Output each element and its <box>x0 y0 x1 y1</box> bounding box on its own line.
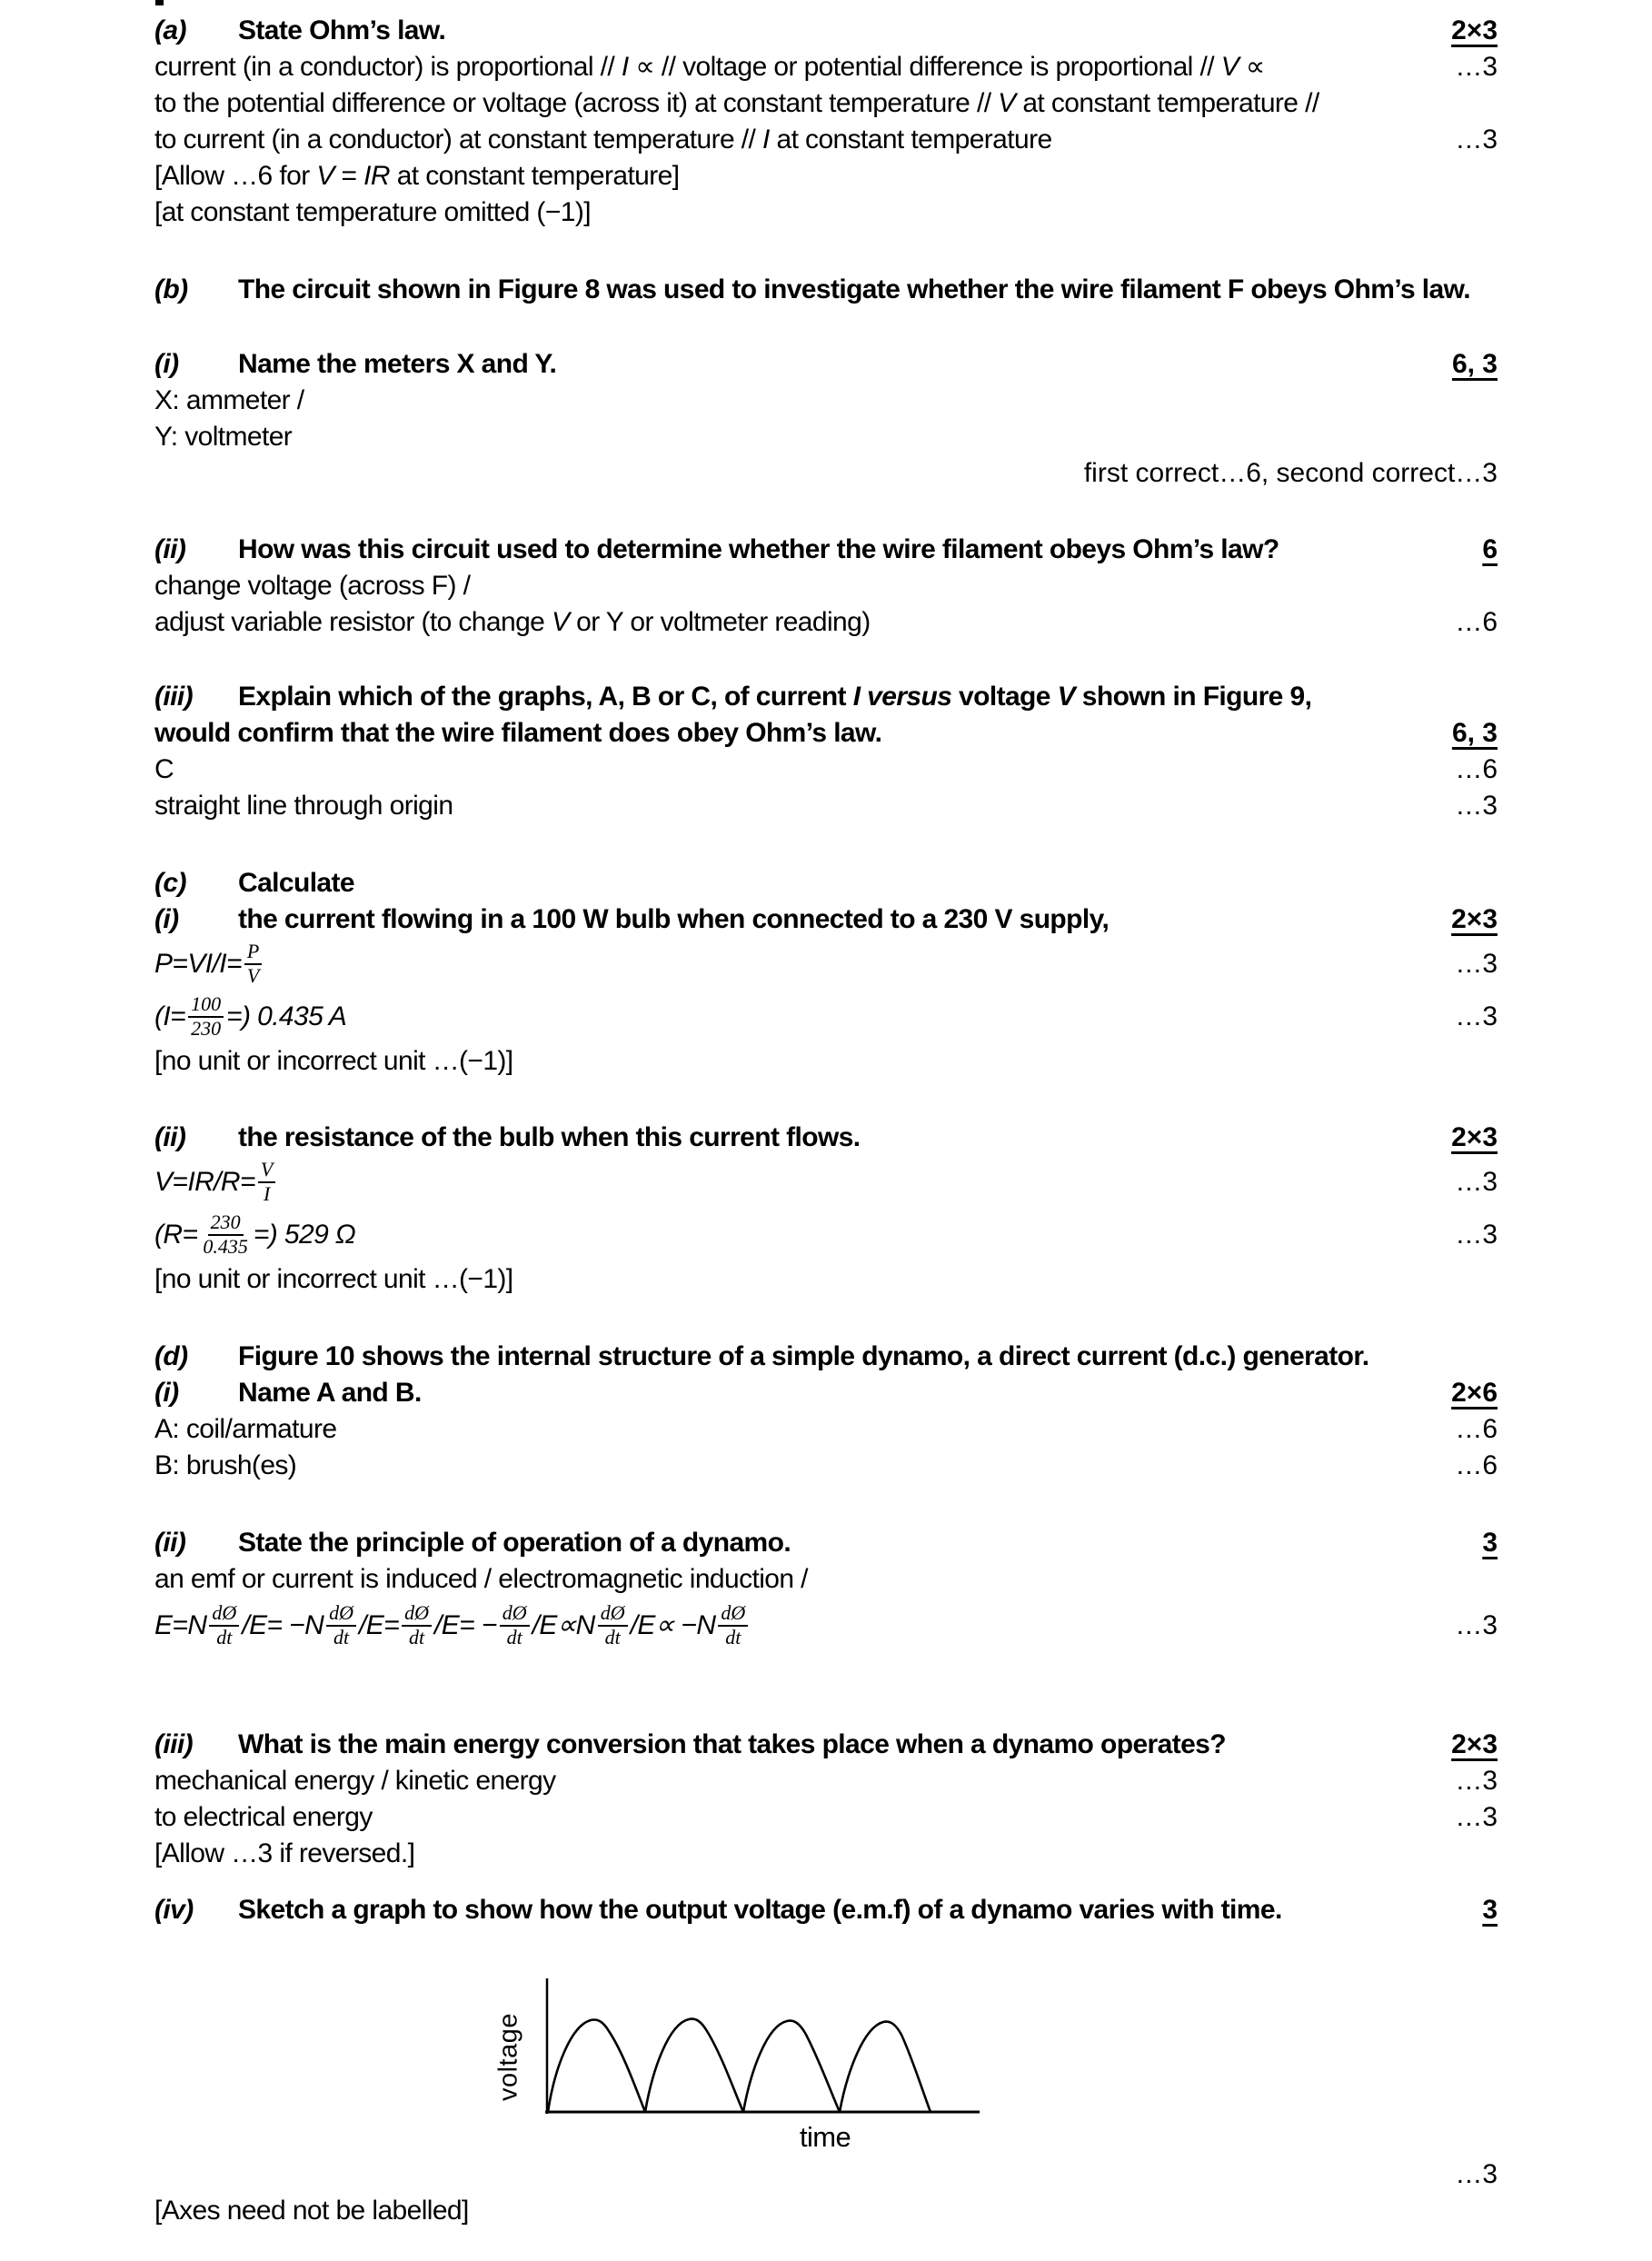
spacer <box>154 1298 1498 1339</box>
item-label: (ii) <box>154 534 186 564</box>
text-run: / <box>242 1610 250 1640</box>
text-run: The circuit shown in Figure 8 was used to investigate whether the wire filament F obeys Ohm’s law. <box>238 274 1470 304</box>
question-d-i-heading <box>154 1375 1498 1411</box>
text-run: ∝ // voltage or potential difference is proportional // <box>628 52 1221 82</box>
answer-text <box>154 383 304 419</box>
stacked-fraction: $\frac{V}{I}$ <box>258 1159 275 1205</box>
question-text <box>238 682 1311 712</box>
text-run: E <box>539 1610 557 1640</box>
spacer <box>154 1080 1498 1120</box>
answer-line <box>154 1448 1498 1484</box>
question-d-ii-heading <box>154 1525 1498 1561</box>
question-c-heading <box>154 865 1498 901</box>
text-run: Name A and B. <box>238 1378 422 1408</box>
answer-line <box>154 383 1498 419</box>
examiner-note <box>154 1261 1498 1298</box>
answer-line <box>154 122 1498 158</box>
answer-text <box>154 568 470 604</box>
marks-value: …3 <box>1455 1610 1498 1640</box>
text-run: V <box>998 88 1016 118</box>
text-run: = <box>226 949 242 979</box>
item-label: (iii) <box>154 1729 193 1759</box>
note-text <box>154 158 679 194</box>
stacked-fraction: $\frac{dØ}{dt}$ <box>500 1602 530 1648</box>
text-run: Sketch a graph to show how the output voltage (e.m.f) of a dynamo varies with time. <box>238 1895 1282 1925</box>
stacked-fraction: $\frac{230}{0.435}$ <box>203 1210 248 1258</box>
answer-line <box>154 1799 1498 1836</box>
marks-line <box>154 2156 1498 2193</box>
text-run: Calculate <box>238 868 354 898</box>
text-run: =) 529 Ω <box>253 1220 356 1250</box>
text-run: X: ammeter / <box>154 385 304 415</box>
text-run: adjust variable resistor (to change <box>154 607 552 637</box>
stacked-fraction: $\frac{dØ}{dt}$ <box>598 1602 628 1648</box>
stacked-fraction: $\frac{dØ}{dt}$ <box>209 1602 239 1648</box>
text-run: IR <box>363 161 390 191</box>
spacer <box>154 308 1498 346</box>
text-run: = <box>170 1001 186 1031</box>
marks-value: …3 <box>1455 1220 1498 1250</box>
text-run: P <box>154 949 173 979</box>
answer-line <box>154 1561 1498 1598</box>
text-run: N <box>575 1610 595 1640</box>
text-run: / <box>532 1610 540 1640</box>
marks-value: …3 <box>1455 949 1498 979</box>
question-a-heading <box>154 13 1498 49</box>
question-d-iii-heading <box>154 1727 1498 1763</box>
text-run: shown in Figure 9, <box>1075 682 1312 712</box>
text-run: V <box>551 607 570 637</box>
text-run: Y: voltmeter <box>154 422 293 452</box>
text-run: R <box>163 1220 183 1250</box>
question-text <box>238 1895 1282 1925</box>
marks-value: …6 <box>1455 607 1498 637</box>
examiner-note <box>154 158 1498 194</box>
question-b-iii-heading-cont <box>154 715 1498 752</box>
examiner-note <box>154 194 1498 231</box>
text-run: / <box>630 1610 638 1640</box>
spacer <box>154 1928 1498 1978</box>
text-run: What is the main energy conversion that takes place when a dynamo operates? <box>238 1729 1226 1759</box>
text-run: ∝ <box>556 1610 576 1640</box>
question-b-iii-heading <box>154 679 1498 715</box>
text-run: change voltage (across F) / <box>154 571 471 601</box>
text-run: V <box>316 161 334 191</box>
text-run: State the principle of operation of a dynamo. <box>238 1528 791 1558</box>
text-run: V <box>154 1167 173 1197</box>
marks-value: 2×3 <box>1451 904 1498 934</box>
marks-note-line <box>154 455 1498 492</box>
text-run: voltage <box>959 682 1058 712</box>
marks-value: 2×3 <box>1451 1122 1498 1152</box>
marks-value: …3 <box>1455 791 1498 821</box>
answer-line <box>154 604 1498 641</box>
text-run: mechanical energy / kinetic energy <box>154 1766 556 1796</box>
text-run: I <box>621 52 629 82</box>
marks-value: …3 <box>1455 125 1498 154</box>
stacked-fraction: $\frac{dØ}{dt}$ <box>402 1602 432 1648</box>
text-run: E <box>637 1610 655 1640</box>
stacked-fraction: $\frac{P}{V}$ <box>244 941 262 987</box>
text-run: at constant temperature <box>769 125 1052 154</box>
text-run: I <box>762 125 770 154</box>
text-run: I <box>163 1001 171 1031</box>
formula-line <box>154 1156 1498 1209</box>
answer-text <box>154 752 174 788</box>
note-text <box>154 2193 469 2229</box>
question-text <box>238 15 445 45</box>
spacer <box>154 641 1498 679</box>
text-run: / <box>359 1610 366 1640</box>
question-d-heading <box>154 1339 1498 1375</box>
question-text <box>238 1341 1369 1371</box>
text-run: [no unit or incorrect unit …(−1)] <box>154 1046 513 1076</box>
text-run: / <box>214 1167 221 1197</box>
text-run: current (in a conductor) is proportional // <box>154 52 622 82</box>
text-run: or Y or voltmeter reading) <box>569 607 871 637</box>
text-run: C <box>154 754 174 784</box>
spacer <box>154 824 1498 865</box>
text-run: an emf or current is induced / electromagnetic induction / <box>154 1564 808 1594</box>
formula-text <box>154 1211 355 1258</box>
question-c-ii-heading <box>154 1120 1498 1156</box>
examiner-note <box>154 1836 1498 1872</box>
stacked-fraction: $\frac{dØ}{dt}$ <box>718 1602 748 1648</box>
question-d-iv-heading <box>154 1892 1498 1928</box>
marks-note: first correct…6, second correct…3 <box>1083 458 1498 488</box>
answer-line <box>154 788 1498 824</box>
marks-value: 2×3 <box>1451 1729 1498 1759</box>
spacer <box>154 1654 1498 1727</box>
answer-line <box>154 752 1498 788</box>
stacked-fraction: $\frac{dØ}{dt}$ <box>326 1602 356 1648</box>
text-run: = <box>383 1610 400 1640</box>
answer-text <box>154 49 1265 85</box>
text-run: at constant temperature // <box>1015 88 1319 118</box>
voltage-time-sketch-graph <box>493 1978 981 2115</box>
text-run: ∝ − <box>654 1610 697 1640</box>
answer-text <box>154 1763 556 1799</box>
marks-value: …3 <box>1455 2159 1498 2189</box>
text-run: the resistance of the bulb when this current flows. <box>238 1122 861 1152</box>
answer-text <box>154 419 292 455</box>
text-run: would confirm that the wire filament does obey Ohm’s law. <box>154 718 882 748</box>
text-run: / <box>434 1610 442 1640</box>
text-run: = <box>172 949 188 979</box>
marks-value: 3 <box>1482 1528 1498 1558</box>
question-b-ii-heading <box>154 532 1498 568</box>
formula-line <box>154 938 1498 991</box>
text-run: the current flowing in a 100 W bulb when connected to a 230 V supply, <box>238 904 1110 934</box>
item-label: (i) <box>154 349 179 379</box>
text-run: ( <box>154 1220 164 1250</box>
question-b-heading <box>154 272 1498 308</box>
formula-text <box>154 1602 751 1648</box>
note-text <box>154 1261 513 1298</box>
text-run: =) 0.435 A <box>226 1001 347 1031</box>
stacked-fraction: $\frac{100}{230}$ <box>188 993 224 1040</box>
marks-value: 6, 3 <box>1451 718 1498 748</box>
marks-value: …3 <box>1455 1001 1498 1031</box>
marks-value: 6, 3 <box>1451 349 1498 379</box>
item-label: (i) <box>154 1378 179 1408</box>
note-text <box>154 1043 513 1080</box>
marks-value: 3 <box>1482 1895 1498 1925</box>
text-run: N <box>187 1610 207 1640</box>
text-run: to the potential difference or voltage (across it) at constant temperature // <box>154 88 999 118</box>
question-c-i-heading <box>154 901 1498 938</box>
text-run: at constant temperature] <box>389 161 680 191</box>
text-run: E <box>249 1610 267 1640</box>
formula-line <box>154 1209 1498 1261</box>
marks-value: …6 <box>1455 754 1498 784</box>
formula-text <box>154 1159 278 1205</box>
text-run: B: brush(es) <box>154 1450 297 1480</box>
spacer <box>154 1872 1498 1892</box>
text-run: Explain which of the graphs, A, B or C, of current <box>238 682 853 712</box>
text-run: VI <box>187 949 213 979</box>
text-run: [no unit or incorrect unit …(−1)] <box>154 1264 513 1294</box>
question-text <box>238 904 1109 934</box>
item-label: (iv) <box>154 1895 194 1925</box>
marks-value: …6 <box>1455 1414 1498 1444</box>
marks-value: …6 <box>1455 1450 1498 1480</box>
marks-value: 2×6 <box>1451 1378 1498 1408</box>
marks-value: …3 <box>1455 1167 1498 1197</box>
text-run: to electrical energy <box>154 1802 373 1832</box>
text-run: = <box>172 1167 188 1197</box>
sketch-graph-canvas <box>545 1978 981 2115</box>
formula-line <box>154 1598 1498 1654</box>
item-label: (ii) <box>154 1122 186 1152</box>
answer-line <box>154 419 1498 455</box>
question-text <box>238 349 556 379</box>
answer-line <box>154 1411 1498 1448</box>
answer-line <box>154 568 1498 604</box>
text-run: [Allow …3 if reversed.] <box>154 1838 415 1868</box>
text-run: V <box>1057 682 1076 712</box>
spacer <box>154 231 1498 272</box>
graph-y-axis-label: voltage <box>493 2013 523 2102</box>
question-text <box>238 1378 422 1408</box>
item-label: (c) <box>154 868 186 898</box>
answer-text <box>154 788 453 824</box>
examiner-note <box>154 2193 1498 2229</box>
text-run: [Allow …6 for <box>154 161 317 191</box>
text-run: = <box>239 1167 255 1197</box>
text-run: E <box>441 1610 460 1640</box>
item-label: (a) <box>154 15 186 45</box>
question-text <box>238 868 354 898</box>
marks-value: …3 <box>1455 52 1498 82</box>
text-run: to current (in a conductor) at constant temperature // <box>154 125 763 154</box>
answer-line <box>154 1763 1498 1799</box>
question-text <box>238 1528 791 1558</box>
marks-value: …3 <box>1455 1766 1498 1796</box>
text-run: V <box>1220 52 1239 82</box>
answer-line <box>154 85 1498 122</box>
question-text <box>154 715 881 752</box>
item-label: (ii) <box>154 1528 186 1558</box>
marks-value: 6 <box>1482 534 1498 564</box>
question-text <box>238 274 1470 304</box>
formula-line <box>154 991 1498 1043</box>
item-label: (b) <box>154 274 188 304</box>
text-run: = − <box>266 1610 305 1640</box>
text-run: How was this circuit used to determine whether the wire filament obeys Ohm’s law? <box>238 534 1279 564</box>
graph-x-label-row <box>545 2118 981 2156</box>
text-run: = − <box>459 1610 497 1640</box>
item-label: (iii) <box>154 682 193 712</box>
text-run: ∝ <box>1239 52 1265 82</box>
text-run: N <box>696 1610 716 1640</box>
answer-line <box>154 49 1498 85</box>
marks-value: …3 <box>1455 1802 1498 1832</box>
graph-x-axis-label: time <box>800 2121 851 2153</box>
formula-text <box>154 941 264 987</box>
text-run: State Ohm’s law. <box>238 15 446 45</box>
text-run: I versus <box>852 682 960 712</box>
spacer <box>154 1484 1498 1525</box>
note-text <box>154 194 591 231</box>
rectified-sine-curve <box>548 2019 930 2112</box>
text-run: = <box>182 1220 198 1250</box>
note-text <box>154 1836 414 1872</box>
text-run: = <box>333 161 364 191</box>
text-run: E <box>154 1610 173 1640</box>
question-text <box>238 534 1279 564</box>
text-run: Name the meters X and Y. <box>238 349 557 379</box>
text-run: [Axes need not be labelled] <box>154 2196 469 2226</box>
text-run: I <box>219 949 226 979</box>
text-run: ( <box>154 1001 164 1031</box>
text-run: E <box>365 1610 384 1640</box>
text-run: / <box>212 949 220 979</box>
answer-text <box>154 85 1319 122</box>
text-run: = <box>172 1610 188 1640</box>
answer-text <box>154 604 871 641</box>
text-run: straight line through origin <box>154 791 453 821</box>
text-run: R <box>220 1167 240 1197</box>
text-run: Figure 10 shows the internal structure of a simple dynamo, a direct current (d.c.) generator. <box>238 1341 1369 1371</box>
answer-text <box>154 1561 808 1598</box>
answer-text <box>154 122 1052 158</box>
examiner-note <box>154 1043 1498 1080</box>
item-label: (i) <box>154 904 179 934</box>
answer-text <box>154 1799 373 1836</box>
text-run: N <box>304 1610 324 1640</box>
question-b-i-heading <box>154 346 1498 383</box>
marks-value: 2×3 <box>1451 15 1498 45</box>
answer-text <box>154 1448 296 1484</box>
text-run: A: coil/armature <box>154 1414 337 1444</box>
formula-text <box>154 993 346 1040</box>
item-label: (d) <box>154 1341 188 1371</box>
question-text <box>238 1729 1226 1759</box>
spacer <box>154 492 1498 532</box>
text-run: [at constant temperature omitted (−1)] <box>154 197 591 227</box>
text-run: IR <box>187 1167 214 1197</box>
question-text <box>238 1122 861 1152</box>
answer-text <box>154 1411 336 1448</box>
page-edge-artifact <box>155 0 164 5</box>
